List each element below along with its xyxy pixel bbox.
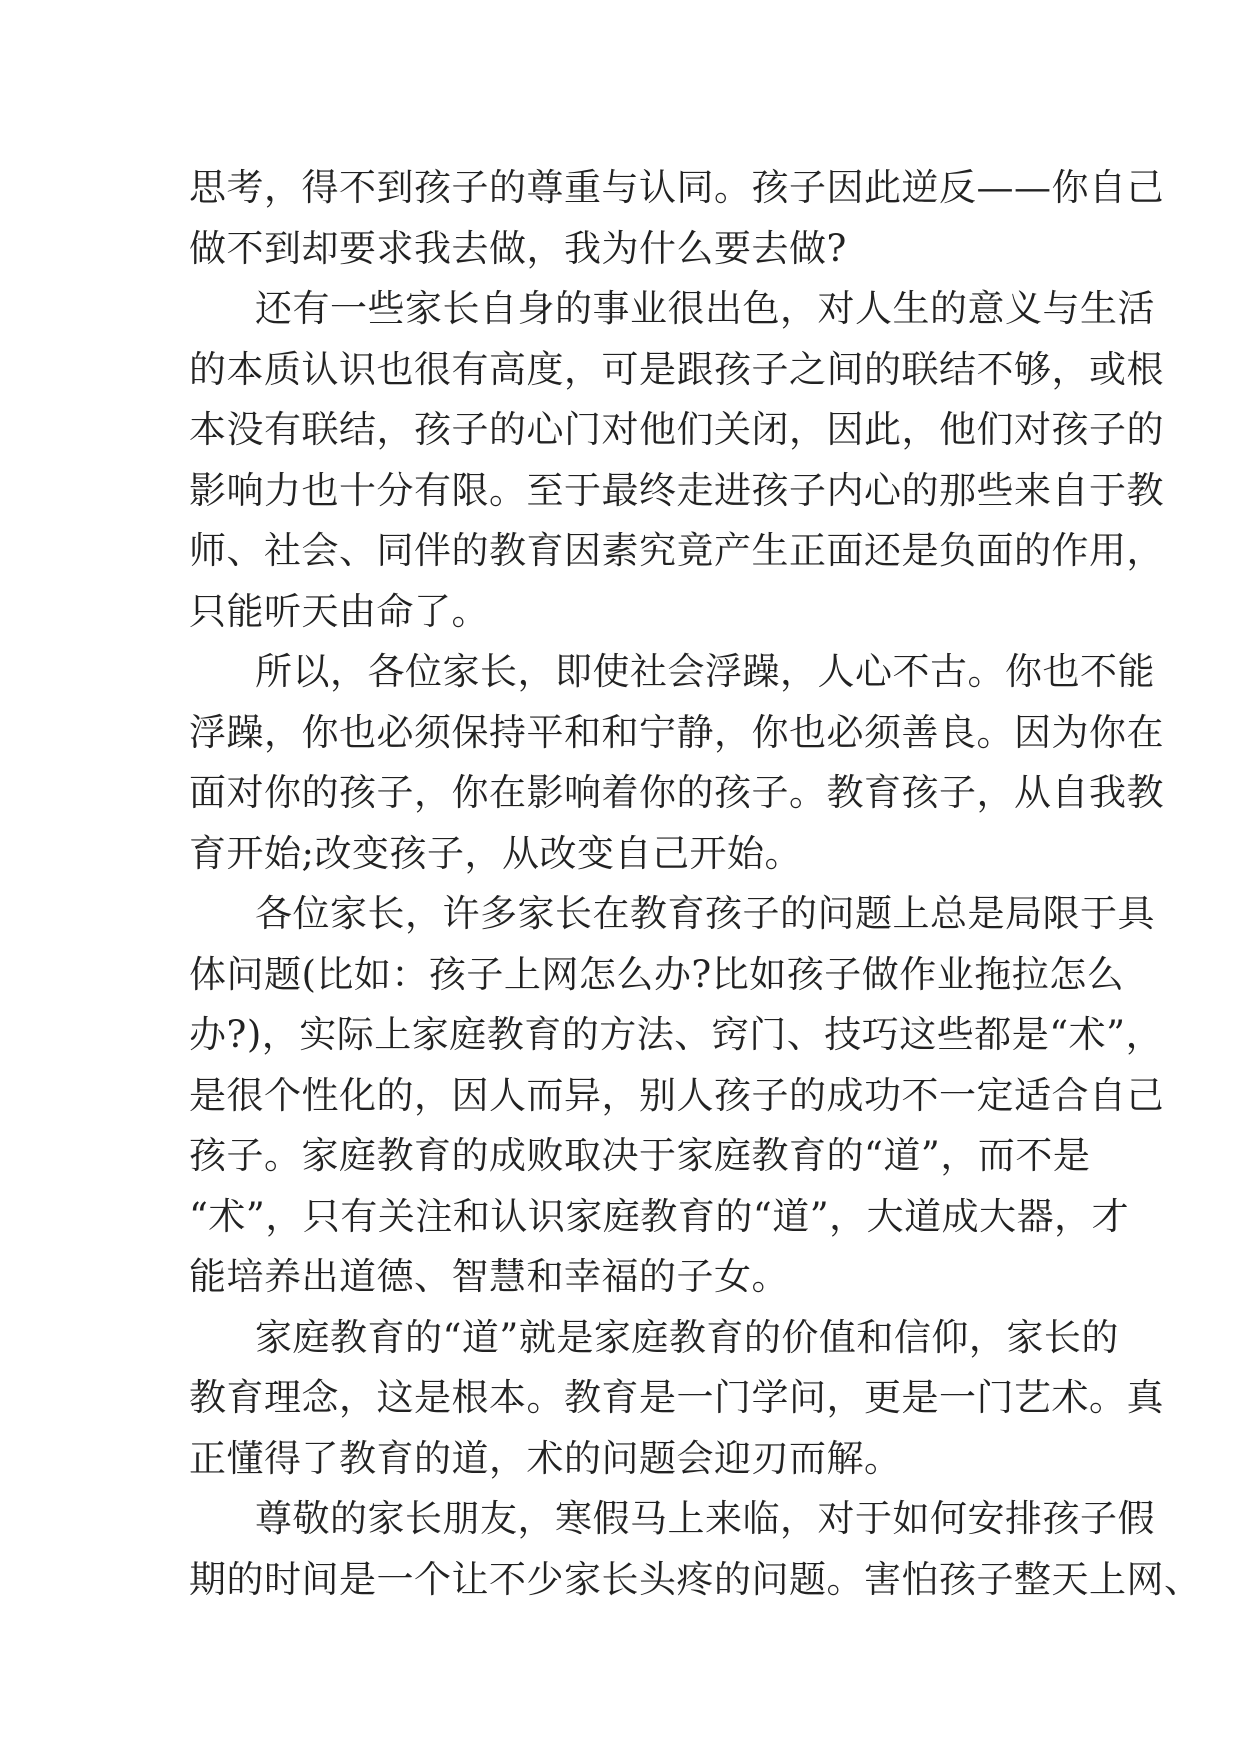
- text-line: 孩子。家庭教育的成败取决于家庭教育的“道”，而不是: [189, 1134, 1091, 1177]
- text-line: 只能听天由命了。: [189, 589, 489, 633]
- paragraph-5: [189, 1308, 1164, 1490]
- text-line: “术”，只有关注和认识家庭教育的“道”，大道成大器，才: [189, 1194, 1130, 1238]
- paragraph-4: [189, 884, 1164, 1308]
- document-body: [189, 158, 1202, 1610]
- text-line: 师、社会、同伴的教育因素究竟产生正面还是负面的作用，: [189, 529, 1164, 572]
- text-line: 能培养出道德、智慧和幸福的子女。: [189, 1255, 789, 1298]
- paragraph-1: [189, 158, 1164, 279]
- text-line: 是很个性化的，因人而异，别人孩子的成功不一定适合自己: [189, 1073, 1164, 1117]
- text-line: 办?)，实际上家庭教育的方法、窍门、技巧这些都是“术”，: [189, 1013, 1164, 1056]
- text-line: 思考，得不到孩子的尊重与认同。孩子因此逆反——你自己: [189, 166, 1164, 209]
- text-line: 还有一些家长自身的事业很出色，对人生的意义与生活: [255, 287, 1155, 330]
- text-line: 期的时间是一个让不少家长头疼的问题。害怕孩子整天上网、: [189, 1557, 1202, 1601]
- text-line: 本没有联结，孩子的心门对他们关闭，因此，他们对孩子的: [189, 408, 1164, 451]
- paragraph-3: [189, 642, 1164, 884]
- paragraph-6: [189, 1489, 1202, 1610]
- text-line: 尊敬的家长朋友，寒假马上来临，对于如何安排孩子假: [255, 1497, 1155, 1540]
- text-line: 的本质认识也很有高度，可是跟孩子之间的联结不够，或根: [189, 347, 1164, 391]
- text-line: 育开始;改变孩子，从改变自己开始。: [189, 831, 802, 875]
- text-line: 做不到却要求我去做，我为什么要去做?: [189, 226, 847, 270]
- text-line: 所以，各位家长，即使社会浮躁，人心不古。你也不能: [255, 650, 1155, 693]
- paragraph-2: [189, 279, 1164, 642]
- text-line: 影响力也十分有限。至于最终走进孩子内心的那些来自于教: [189, 468, 1164, 512]
- text-line: 各位家长，许多家长在教育孩子的问题上总是局限于具: [255, 892, 1155, 935]
- text-line: 浮躁，你也必须保持平和和宁静，你也必须善良。因为你在: [189, 710, 1164, 754]
- text-line: 教育理念，这是根本。教育是一门学问，更是一门艺术。真: [189, 1376, 1164, 1419]
- text-line: 正懂得了教育的道，术的问题会迎刃而解。: [189, 1436, 902, 1480]
- text-line: 面对你的孩子，你在影响着你的孩子。教育孩子，从自我教: [189, 771, 1164, 814]
- text-line: 体问题(比如：孩子上网怎么办?比如孩子做作业拖拉怎么: [189, 952, 1125, 996]
- text-line: 家庭教育的“道”就是家庭教育的价值和信仰，家长的: [255, 1315, 1119, 1359]
